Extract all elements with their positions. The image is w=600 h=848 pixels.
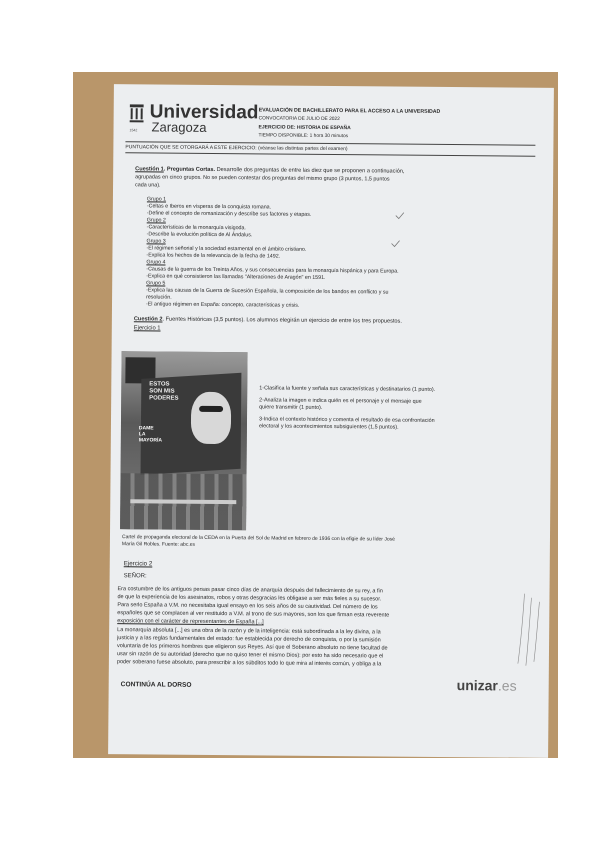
poster-caption-line2: María Gil Robles. Fuente: abc.es bbox=[121, 541, 196, 548]
ejercicio2-label: Ejercicio 2 bbox=[123, 560, 153, 568]
question-3: 3-Indica el contexto histórico y comenta el resultado de esa confrontación bbox=[258, 416, 435, 424]
group-1-item-2: -Define el concepto de romanización y describe sus factores y etapas. bbox=[146, 210, 312, 218]
poster-word: PODERES bbox=[149, 395, 179, 402]
continua-al-dorso: CONTINÚA AL DORSO bbox=[120, 681, 192, 689]
text-line: de que la experiencia de los asesinatos, robos y otras desgracias les obligase a ser más fieles a su sucesor. bbox=[117, 594, 382, 603]
group-1-item-1: -Celtas e Iberos en vísperas de la conquista romana. bbox=[146, 203, 272, 211]
senor-label: SEÑOR: bbox=[123, 573, 147, 580]
group-5-item-1: -Explica las causas de la Guerra de Sucesión Española, la composición de los bandos en conflicto y su bbox=[146, 287, 389, 296]
group-5-label: Grupo 5 bbox=[146, 280, 166, 287]
pencil-check-icon bbox=[395, 207, 405, 215]
pencil-check-icon bbox=[391, 235, 401, 243]
group-4-item-1: -Causas de la guerra de los Treinta Años, y sus consecuencias para la monarquía hispánica y para Europa. bbox=[146, 266, 399, 275]
cuestion1-title: Cuestión 1 bbox=[135, 166, 164, 173]
university-crest-icon bbox=[130, 104, 144, 126]
puntuacion-line: PUNTUACIÓN QUE SE OTORGARÁ A ESTE EJERCICIO: (véanse las distintas partes del examen) bbox=[125, 144, 348, 153]
question-2-cont: quiere transmitir (1 punto). bbox=[259, 404, 323, 411]
group-2-label: Grupo 2 bbox=[146, 217, 166, 224]
group-4-label: Grupo 4 bbox=[146, 259, 166, 266]
text-line: La monarquía absoluta [...] es una obra de la razón y de la inteligencia: está subordinada a la ley divina, a la bbox=[117, 627, 381, 636]
poster-caption-line1: Cartel de propaganda electoral de la CEDA en la Puerta del Sol de Madrid en febrero de 1936 con la efigie de su líder José bbox=[121, 534, 395, 543]
question-2: 2-Analiza la imagen e indica quién es el personaje y el mensaje que bbox=[259, 397, 422, 405]
cuestion2-title: Cuestión 2 bbox=[133, 316, 163, 323]
ejercicio1-label: Ejercicio 1 bbox=[133, 325, 161, 332]
university-city: Zaragoza bbox=[151, 119, 207, 135]
unizar-suffix: .es bbox=[497, 677, 517, 694]
question-3-cont: electoral y los acontecimientos subsiguientes (1,5 puntos). bbox=[258, 423, 399, 431]
cuestion2-heading bbox=[134, 316, 402, 325]
group-2-item-2: -Describe la evolución política de Al Ándalus. bbox=[146, 231, 253, 239]
convocatoria: CONVOCATORIA DE JULIO DE 2022 bbox=[258, 116, 340, 123]
text-line: Era costumbre de los antiguos persas pasar cinco días de anarquía después del fallecimiento de su rey, a fin bbox=[117, 586, 383, 595]
group-2-item-1: -Características de la monarquía visigoda. bbox=[146, 224, 246, 232]
poster-word: LA bbox=[138, 431, 146, 438]
unizar-logo bbox=[457, 677, 517, 694]
text-line: Para serlo España a V.M. no necesitaba igual ensayo en los seis años de su cautividad. Del número de los bbox=[117, 602, 378, 611]
group-5-item-3: -El antiguo régimen en España: concepto, características y crisis. bbox=[145, 301, 300, 309]
poster-word: MAYORÍA bbox=[138, 437, 163, 444]
text-line: voluntaria de los primeros hombres que eligieron sus Reyes. Así que el Soberano absoluto no tiene facultad de bbox=[117, 643, 388, 652]
group-3-item-1: -El régimen señorial y la sociedad estamental en el ámbito cristiano. bbox=[146, 245, 307, 253]
text-line: exposición con el carácter de representantes de España [...] bbox=[117, 618, 264, 626]
poster-word: DAME bbox=[138, 425, 154, 432]
group-1-label: Grupo 1 bbox=[146, 196, 167, 203]
university-year: 1542 bbox=[129, 128, 138, 133]
exam-title: EVALUACIÓN DE BACHILLERATO PARA EL ACCESO A LA UNIVERSIDAD bbox=[258, 107, 441, 115]
university-name: Universidad bbox=[149, 101, 259, 124]
photo-background bbox=[73, 72, 558, 758]
exam-paper bbox=[108, 84, 554, 758]
cuestion1-title-rest: . Preguntas Cortas. bbox=[163, 166, 216, 173]
ejercicio-title: EJERCICIO DE: HISTORIA DE ESPAÑA bbox=[258, 124, 351, 132]
question-1: 1-Clasifica la fuente y señala sus características y destinatarios (1 punto). bbox=[259, 385, 436, 393]
ceda-poster-image bbox=[120, 351, 248, 530]
tiempo-disponible: TIEMPO DISPONIBLE: 1 hora 30 minutos bbox=[258, 133, 349, 140]
text-line: usar sin razón de su autoridad (derecho que no quiso tener el mismo Dios): por esto ha sido necesario que el bbox=[116, 651, 384, 660]
poster-word: SON MIS bbox=[149, 388, 175, 395]
cuestion1-intro-line1: Desarrolle dos preguntas de entre las diez que se proponen a continuación, bbox=[216, 166, 405, 175]
cuestion1-intro-line3: cada una). bbox=[135, 182, 161, 189]
group-4-item-2: -Explica en qué consistieron las llamadas "Alteraciones de Aragón" en 1591. bbox=[146, 273, 326, 281]
text-line: poder soberano fuese absoluto, para prescribir a los súbditos todo lo que mira al interés común, y obliga a la bbox=[116, 659, 382, 668]
cuestion2-title-rest: . Fuentes Históricas (3,5 puntos). Los alumnos elegirán un ejercicio de entre los tres propuestos. bbox=[162, 316, 402, 325]
text-line: españoles que se complacen al ver restituido a V.M. al trono de sus mayores, son los que firman esta reverente bbox=[117, 610, 390, 619]
group-3-item-2: -Explica los hechos de la relevancia de la fecha de 1492. bbox=[146, 252, 281, 260]
unizar-name: unizar bbox=[456, 677, 499, 694]
margin-scribble bbox=[514, 588, 545, 668]
group-5-item-2: resolución. bbox=[146, 294, 172, 301]
group-3-label: Grupo 3 bbox=[146, 238, 166, 245]
text-line: justicia y a las reglas fundamentales del estado: fue establecida por derecho de conquista, o por la sumisión bbox=[117, 635, 381, 644]
cuestion1-intro-line2: agrupadas en cinco grupos. No se pueden contestar dos preguntas del mismo grupo (3 puntos, 1,5 puntos bbox=[135, 174, 390, 183]
poster-word: ESTOS bbox=[149, 381, 170, 388]
